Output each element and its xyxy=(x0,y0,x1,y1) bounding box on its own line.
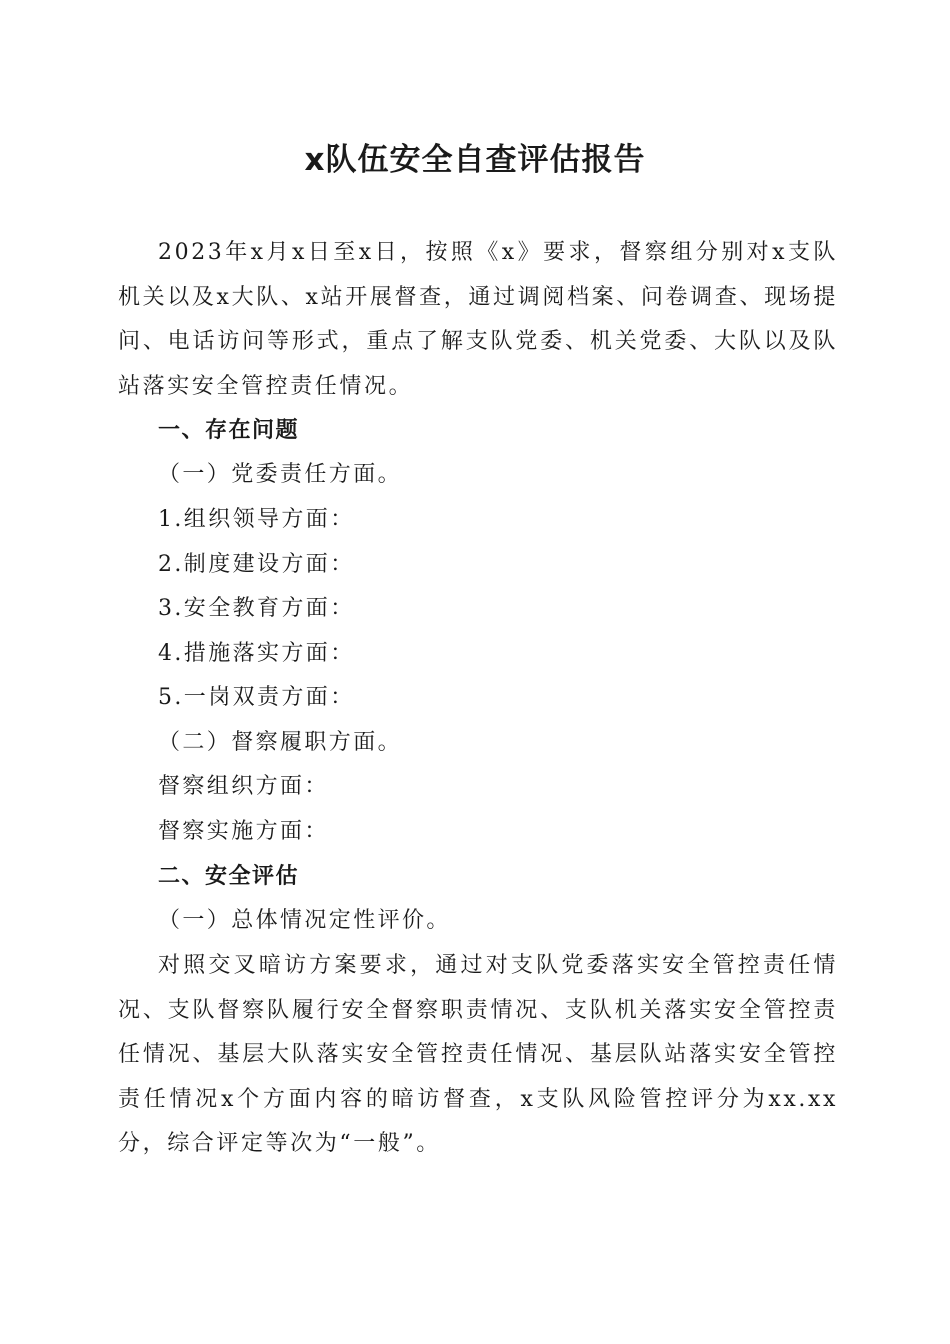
subsection-heading-party-committee: （一）党委责任方面。 xyxy=(158,462,403,487)
list-item: 2.制度建设方面： xyxy=(158,552,355,577)
list-item: 5.一岗双责方面： xyxy=(158,685,355,710)
evaluation-paragraph: 对照交叉暗访方案要求，通过对支队党委落实安全管控责任情况、支队督察队履行安全督察职责情况、支队机关落实安全管控责任情况、基层大队落实安全管控责任情况、基层队站落实安全管控责任情况x个方面内容的暗访督查，x支队风险管控评分为xx.xx分，综合评定等次为“一般”。 xyxy=(118,953,838,1156)
subsection-heading-supervision: （二）督察履职方面。 xyxy=(158,730,403,755)
intro-paragraph: 2023年x月x日至x日，按照《x》要求，督察组分别对x支队机关以及x大队、x站开展督查，通过调阅档案、问卷调查、现场提问、电话访问等形式，重点了解支队党委、机关党委、大队以及队站落实安全管控责任情况。 xyxy=(118,240,838,399)
list-item: 3.安全教育方面： xyxy=(158,596,355,621)
list-item: 4.措施落实方面： xyxy=(158,641,355,666)
section-heading-assessment: 二、安全评估 xyxy=(158,864,300,889)
list-item: 督察组织方面： xyxy=(158,774,329,799)
list-item: 1.组织领导方面： xyxy=(158,507,355,532)
section-heading-problems: 一、存在问题 xyxy=(158,418,300,443)
subsection-heading-overall-evaluation: （一）总体情况定性评价。 xyxy=(158,908,451,933)
document-title: x队伍安全自查评估报告 xyxy=(304,142,646,178)
list-item: 督察实施方面： xyxy=(158,819,329,844)
